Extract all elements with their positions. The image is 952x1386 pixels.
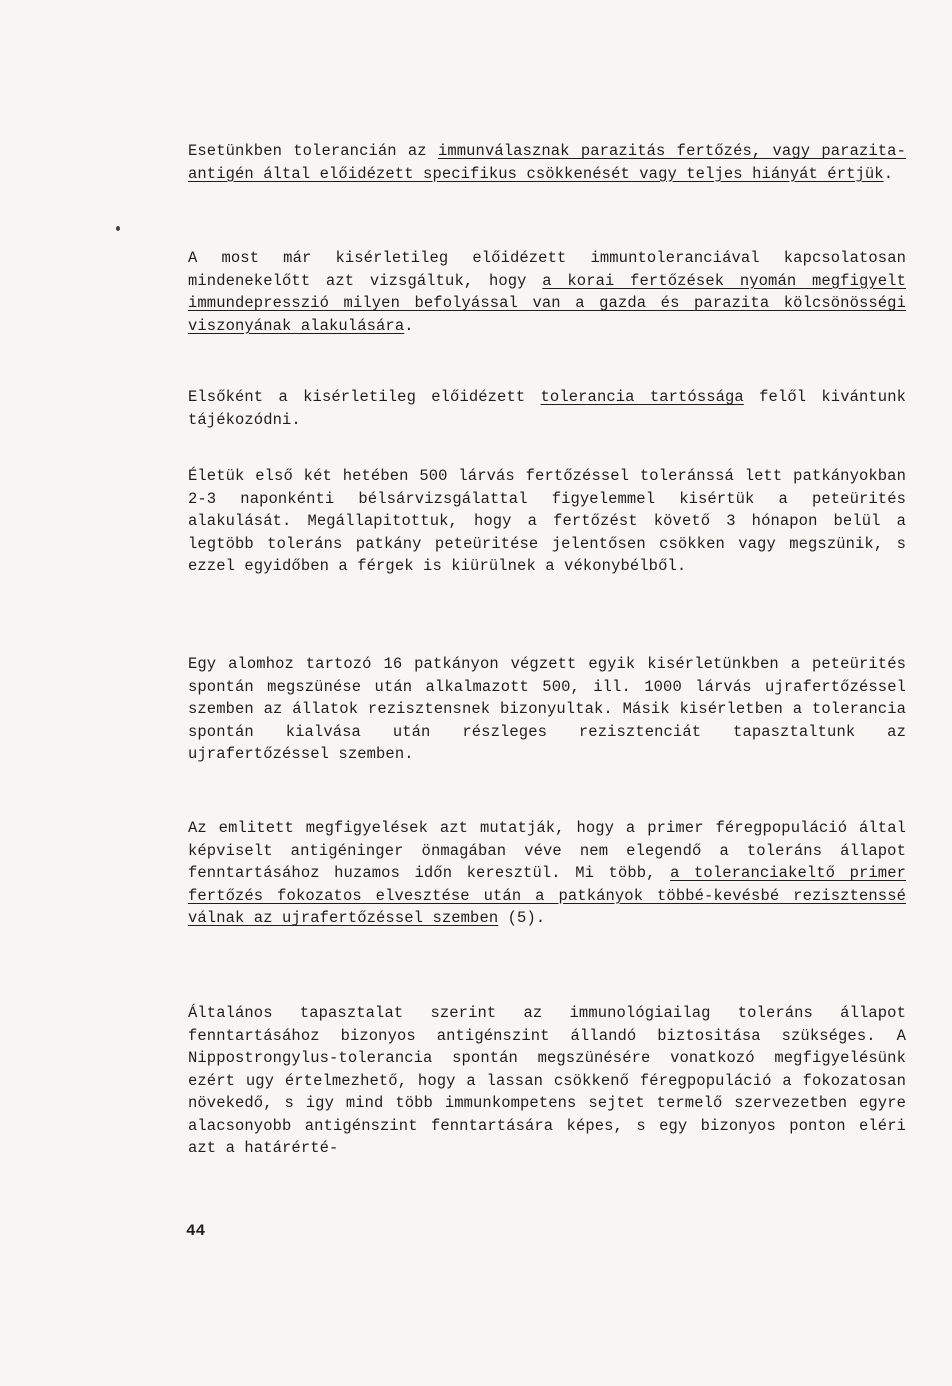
text-segment: Az emlitett megfigyelések azt mutatják, hogy a primer féregpopuláció által képviselt antigéninger önmagában véve nem elegendő a toleráns állapot fenntartásához huzamos időn keresztül. Mi több, [188, 819, 906, 882]
paragraph-4 [188, 465, 906, 578]
paragraph-2 [188, 247, 906, 337]
underlined-text: immunválasznak parazitás fertőzés, vagy parazita-antigén által előidézett specifikus csökkenését vagy teljes hiányát értjük [188, 142, 906, 183]
text-segment: Életük első két hetében 500 lárvás fertőzéssel toleránssá lett patkányokban 2-3 naponkénti bélsárvizsgálattal figyelemmel kisértük a peteürités alakulását. Megállapitottuk, hogy a fertőzést követő 3 hónapon belül a legtöbb toleráns patkány peteüritése jelentősen csökken vagy megszünik, s ezzel egyidőben a férgek is kiürülnek a vékonybélből. [188, 467, 906, 575]
text-segment: Egy alomhoz tartozó 16 patkányon végzett egyik kisérletünkben a peteürités spontán megszünése után alkalmazott 500, ill. 1000 lárvás ujrafertőzéssel szemben az állatok rezisztensnek bizonyultak. Másik kisérletben a tolerancia spontán kialvása után részleges rezisztenciát tapasztaltunk az ujrafertőzéssel szemben. [188, 655, 906, 763]
text-segment: A most már kisérletileg előidézett immuntoleranciával kapcsolatosan mindenekelőtt azt vizsgáltuk, hogy [188, 249, 906, 290]
underlined-text: tolerancia tartóssága [540, 388, 744, 406]
margin-dot [116, 226, 120, 231]
paragraph-5 [188, 653, 906, 766]
paragraph-6 [188, 817, 906, 930]
text-segment: . [404, 316, 414, 335]
paragraph-1 [188, 140, 906, 185]
underlined-text: a korai fertőzések nyomán megfigyelt immundepresszió milyen befolyással van a gazda és parazita kölcsönösségi viszonyának alakulására [188, 271, 906, 335]
underlined-text: a toleranciakeltő primer fertőzés fokozatos elvesztése után a patkányok többé-kevésbé rezisztenssé válnak az ujrafertőzéssel szemben [188, 864, 906, 927]
paragraph-7 [188, 1002, 906, 1160]
page-number: 44 [186, 1222, 206, 1240]
text-segment: Esetünkben tolerancián az [188, 142, 438, 160]
paragraph-3 [188, 386, 906, 431]
text-segment: felől kivántunk tájékozódni. [188, 388, 907, 429]
text-segment: (5). [498, 909, 546, 927]
text-segment: Általános tapasztalat szerint az immunológiailag toleráns állapot fenntartásához bizonyos antigénszint állandó biztositása szükséges. A Nippostrongylus-tolerancia spontán megszünésére vonatkozó megfigyelésünk ezért ugy értelmezhető, hogy a lassan csökkenő féregpopuláció a fokozatosan növekedő, s igy mind több immunkompetens sejtet termelő szervezetben egyre alacsonyobb antigénszint fenntartására képes, s egy bizonyos ponton eléri azt a határérté- [188, 1004, 906, 1157]
text-segment: . [883, 164, 894, 183]
text-segment: Elsőként a kisérletileg előidézett [188, 388, 541, 406]
